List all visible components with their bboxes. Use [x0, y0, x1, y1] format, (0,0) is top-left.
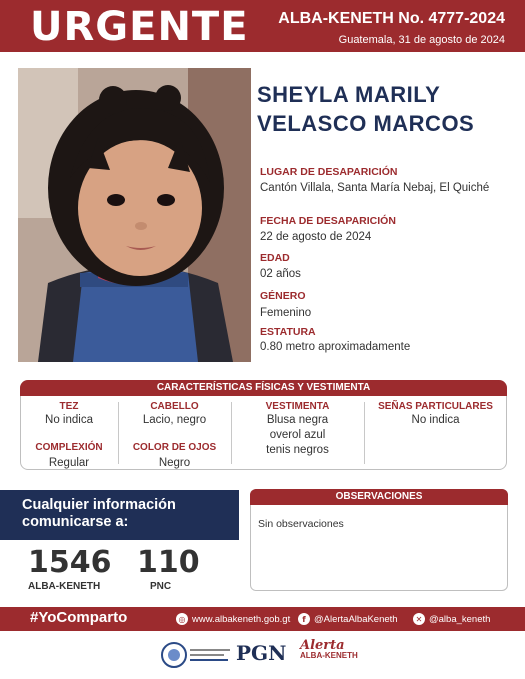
- senas-value: No indica: [411, 414, 460, 426]
- hashtag: #YoComparto: [30, 609, 128, 626]
- child-portrait-illustration: [18, 68, 251, 362]
- contact-line1: Cualquier información: [22, 497, 176, 513]
- age-value: 02 años: [260, 268, 301, 280]
- facebook-link[interactable]: [298, 613, 398, 625]
- phone-alba-keneth-label: ALBA-KENETH: [28, 581, 101, 592]
- phone-alba-keneth[interactable]: 1546: [28, 545, 112, 580]
- facebook-icon: f: [298, 613, 310, 625]
- date-label: FECHA DE DESAPARICIÓN: [260, 215, 396, 227]
- person-name-line1: SHEYLA MARILY: [257, 82, 441, 107]
- characteristics-title: CARACTERÍSTICAS FÍSICAS Y VESTIMENTA: [20, 380, 507, 396]
- pgn-logo: [236, 641, 286, 665]
- height-value: 0.80 metro aproximadamente: [260, 341, 411, 353]
- phone-pnc-label: PNC: [150, 581, 172, 592]
- phone-pnc[interactable]: 110: [137, 545, 200, 580]
- person-name-line2: VELASCO MARCOS: [257, 111, 475, 136]
- urgent-title: URGENTE: [30, 4, 249, 50]
- complexion-label: COMPLEXIÓN: [35, 442, 103, 453]
- place-date: Guatemala, 31 de agosto de 2024: [338, 34, 505, 46]
- complexion-value: Regular: [48, 457, 90, 469]
- x-icon: ✕: [413, 613, 425, 625]
- place-value: Cantón Villala, Santa María Nebaj, El Quiché: [260, 182, 490, 194]
- observations-title: OBSERVACIONES: [250, 489, 508, 505]
- contact-line2: comunicarse a:: [22, 514, 129, 530]
- senas-label: SEÑAS PARTICULARES: [378, 401, 493, 412]
- alerta-logo-text: Alerta: [300, 638, 345, 653]
- place-label: LUGAR DE DESAPARICIÓN: [260, 166, 398, 178]
- tez-value: No indica: [45, 414, 93, 426]
- height-label: ESTATURA: [260, 326, 316, 338]
- x-text: @alba_keneth: [429, 613, 491, 625]
- x-link[interactable]: [413, 613, 490, 625]
- person-name: [257, 80, 474, 138]
- website-link[interactable]: [176, 613, 290, 625]
- globe-icon: ◎: [176, 613, 188, 625]
- ojos-label: COLOR DE OJOS: [132, 442, 217, 453]
- vestimenta-value-3: tenis negros: [266, 444, 329, 456]
- date-value: 22 de agosto de 2024: [260, 231, 372, 243]
- alerta-alba-keneth-logo: [300, 638, 358, 660]
- contact-text: [22, 497, 176, 531]
- gender-value: Femenino: [260, 307, 312, 319]
- missing-person-photo: [18, 68, 251, 362]
- gender-label: GÉNERO: [260, 290, 306, 302]
- vestimenta-value-1: Blusa negra: [266, 414, 329, 426]
- cabello-label: CABELLO: [150, 401, 199, 412]
- observations-text: Sin observaciones: [258, 518, 344, 530]
- cabello-value: Lacio, negro: [142, 414, 207, 426]
- facebook-text: @AlertaAlbaKeneth: [314, 613, 398, 625]
- ojos-value: Negro: [158, 457, 191, 469]
- guatemala-seal-logo: [160, 640, 232, 675]
- case-number: ALBA-KENETH No. 4777-2024: [278, 10, 505, 27]
- website-text: www.albakeneth.gob.gt: [192, 613, 291, 625]
- vestimenta-label: VESTIMENTA: [265, 401, 330, 412]
- vestimenta-value-2: overol azul: [269, 429, 326, 441]
- alerta-logo-sub: ALBA-KENETH: [300, 651, 358, 660]
- tez-label: TEZ: [59, 401, 79, 412]
- pgn-logo-text: PGN: [236, 641, 287, 665]
- age-label: EDAD: [260, 252, 290, 264]
